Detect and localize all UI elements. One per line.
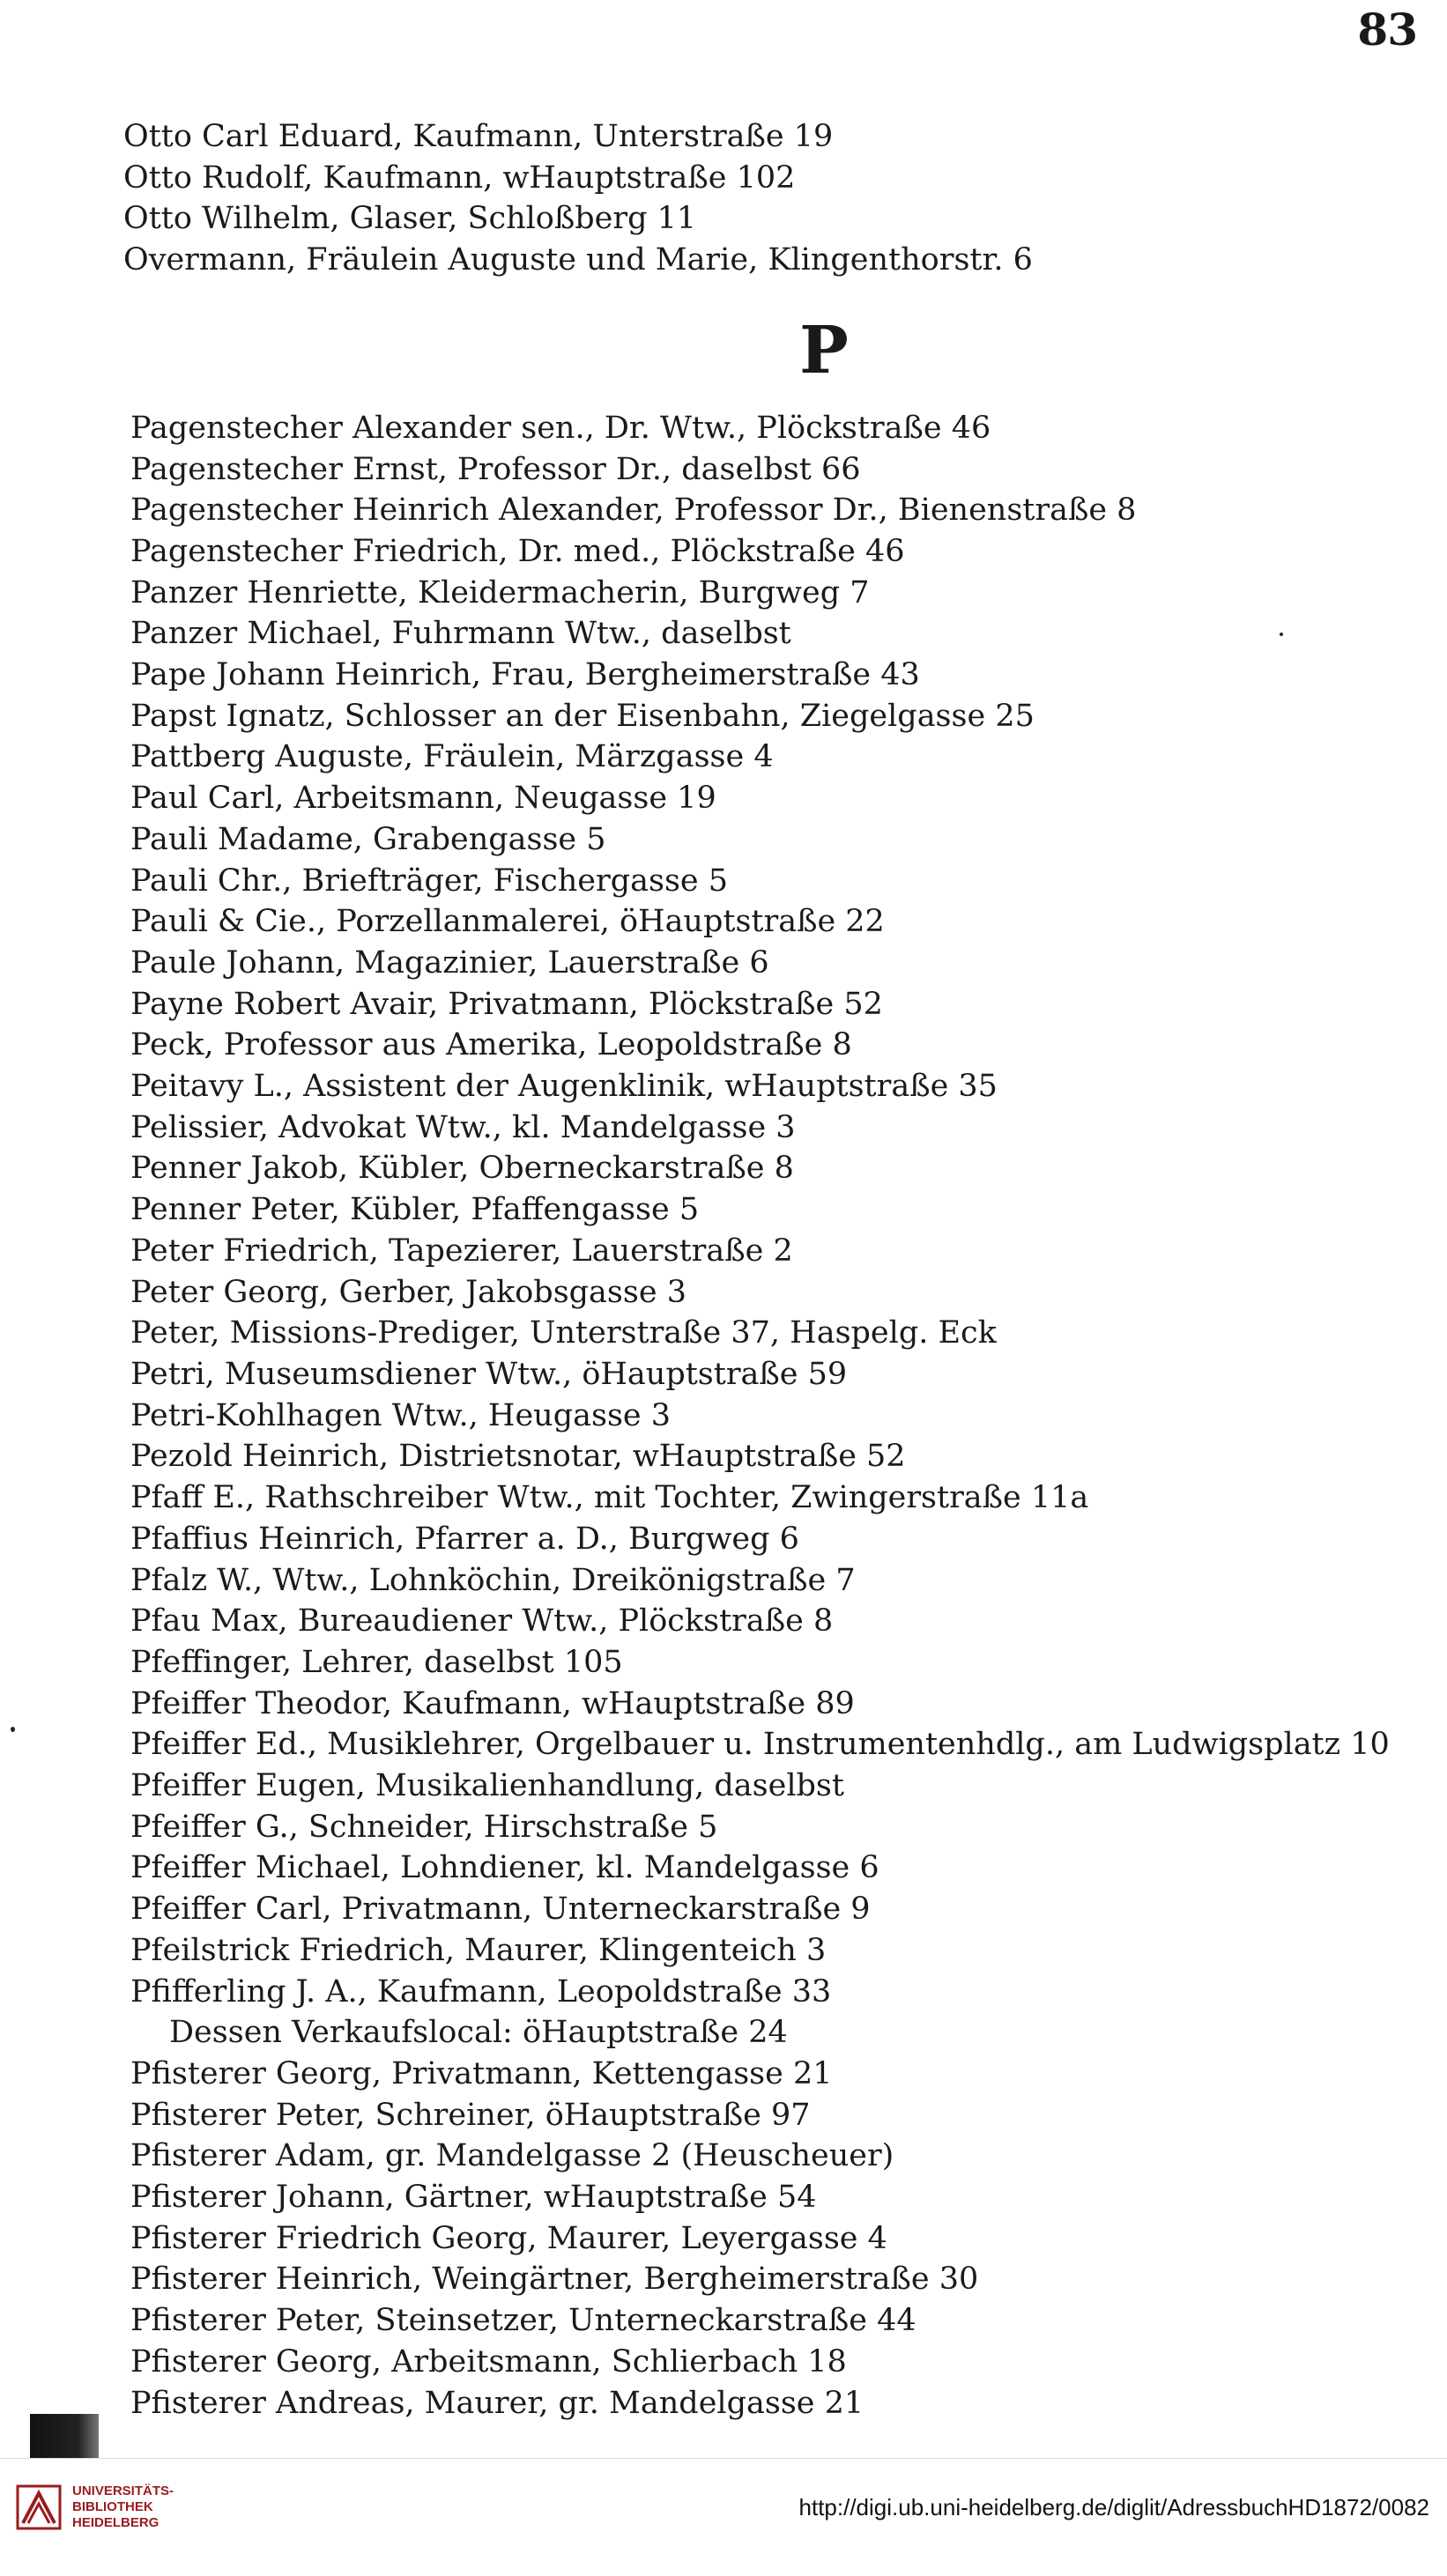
library-logo[interactable]	[16, 2483, 174, 2531]
list-item: Pfeiffer G., Schneider, Hirschstraße 5	[130, 1809, 718, 1845]
ink-speck	[1280, 633, 1283, 636]
list-item: Peitavy L., Assistent der Augenklinik, wHauptstraße 35	[130, 1069, 998, 1105]
section-letter: P	[799, 312, 849, 389]
list-item: Pape Johann Heinrich, Frau, Bergheimerstraße 43	[130, 657, 920, 693]
list-item: Pagenstecher Alexander sen., Dr. Wtw., Plöckstraße 46	[130, 410, 991, 446]
list-item: Pfisterer Peter, Steinsetzer, Unterneckarstraße 44	[130, 2303, 916, 2339]
list-item: Pfeffinger, Lehrer, daselbst 105	[130, 1644, 623, 1680]
list-item: Pfeiffer Eugen, Musikalienhandlung, daselbst	[130, 1768, 844, 1804]
list-item: Pagenstecher Friedrich, Dr. med., Plöckstraße 46	[130, 533, 905, 569]
ink-speck	[11, 1727, 15, 1732]
list-item: Peter Friedrich, Tapezierer, Lauerstraße 2	[130, 1232, 793, 1269]
list-item: Pfisterer Heinrich, Weingärtner, Bergheimerstraße 30	[130, 2261, 979, 2298]
list-item: Pfisterer Peter, Schreiner, öHauptstraße 97	[130, 2097, 811, 2133]
page-number: 83	[1357, 4, 1417, 56]
source-url-link[interactable]: http://digi.ub.uni-heidelberg.de/diglit/AdressbuchHD1872/0082	[798, 2494, 1429, 2520]
list-item: Pfisterer Georg, Arbeitsmann, Schlierbach 18	[130, 2343, 847, 2380]
list-item: Papst Ignatz, Schlosser an der Eisenbahn, Ziegelgasse 25	[130, 698, 1035, 734]
list-item: Pauli Chr., Briefträger, Fischergasse 5	[130, 862, 729, 899]
address-entries	[123, 116, 1419, 2424]
list-item: Pfau Max, Bureaudiener Wtw., Plöckstraße 8	[130, 1603, 834, 1640]
list-item-continuation: Dessen Verkaufslocal: öHauptstraße 24	[169, 2015, 788, 2051]
section-p-list	[123, 408, 1419, 2424]
logo-line: UNIVERSITÄTS-	[72, 2483, 174, 2498]
list-item: Peter, Missions-Prediger, Unterstraße 37, Haspelg. Eck	[130, 1315, 997, 1351]
list-item: Peck, Professor aus Amerika, Leopoldstraße 8	[130, 1027, 852, 1063]
list-item: Pezold Heinrich, Distrietsnotar, wHauptstraße 52	[130, 1439, 906, 1475]
list-item: Pfeiffer Carl, Privatmann, Unterneckarstraße 9	[130, 1891, 871, 1928]
list-item: Panzer Michael, Fuhrmann Wtw., daselbst	[130, 616, 791, 652]
list-item: Pelissier, Advokat Wtw., kl. Mandelgasse 3	[130, 1109, 796, 1145]
list-item: Pagenstecher Heinrich Alexander, Professor Dr., Bienenstraße 8	[130, 492, 1137, 529]
list-item: Penner Jakob, Kübler, Oberneckarstraße 8	[130, 1151, 794, 1187]
list-item: Otto Rudolf, Kaufmann, wHauptstraße 102	[123, 159, 796, 196]
list-item: Peter Georg, Gerber, Jakobsgasse 3	[130, 1274, 686, 1310]
list-item: Paule Johann, Magazinier, Lauerstraße 6	[130, 944, 769, 981]
list-item: Pfifferling J. A., Kaufmann, Leopoldstraße 33	[130, 1973, 832, 2010]
list-item: Pfeiffer Michael, Lohndiener, kl. Mandelgasse 6	[130, 1850, 879, 1886]
list-item: Payne Robert Avair, Privatmann, Plöckstraße 52	[130, 986, 883, 1022]
logo-line: HEIDELBERG	[72, 2515, 160, 2530]
list-item: Pfisterer Adam, gr. Mandelgasse 2 (Heuscheuer)	[130, 2138, 894, 2174]
list-item: Otto Wilhelm, Glaser, Schloßberg 11	[123, 201, 697, 237]
footer-bar	[0, 2458, 1447, 2576]
list-item: Overmann, Fräulein Auguste und Marie, Klingenthorstr. 6	[123, 242, 1033, 278]
list-item: Pauli & Cie., Porzellanmalerei, öHauptstraße 22	[130, 904, 885, 940]
list-item: Petri-Kohlhagen Wtw., Heugasse 3	[130, 1397, 672, 1433]
list-item: Pfeilstrick Friedrich, Maurer, Klingenteich 3	[130, 1932, 827, 1968]
list-item: Pfisterer Johann, Gärtner, wHauptstraße 54	[130, 2180, 817, 2216]
list-item: Pagenstecher Ernst, Professor Dr., daselbst 66	[130, 451, 861, 487]
library-logo-text	[72, 2483, 174, 2531]
library-seal-icon	[16, 2484, 62, 2530]
list-item: Pfeiffer Theodor, Kaufmann, wHauptstraße 89	[130, 1685, 855, 1721]
list-item: Pauli Madame, Grabengasse 5	[130, 821, 606, 857]
list-item: Pfisterer Friedrich Georg, Maurer, Leyergasse 4	[130, 2220, 887, 2256]
list-item: Pfaff E., Rathschreiber Wtw., mit Tochter, Zwingerstraße 11a	[130, 1480, 1089, 1516]
list-item: Pattberg Auguste, Fräulein, Märzgasse 4	[130, 739, 774, 775]
list-item: Penner Peter, Kübler, Pfaffengasse 5	[130, 1192, 700, 1228]
list-item: Panzer Henriette, Kleidermacherin, Burgweg 7	[130, 574, 870, 611]
list-item: Paul Carl, Arbeitsmann, Neugasse 19	[130, 781, 716, 817]
list-item: Pfalz W., Wtw., Lohnköchin, Dreikönigstraße 7	[130, 1562, 856, 1598]
list-item: Pfisterer Andreas, Maurer, gr. Mandelgasse 21	[130, 2385, 864, 2421]
list-item: Pfisterer Georg, Privatmann, Kettengasse 21	[130, 2055, 833, 2091]
list-item: Otto Carl Eduard, Kaufmann, Unterstraße 19	[123, 119, 834, 154]
list-item: Pfeiffer Ed., Musiklehrer, Orgelbauer u. Instrumentenhdlg., am Ludwigsplatz 10	[130, 1727, 1390, 1763]
list-item: Pfaffius Heinrich, Pfarrer a. D., Burgweg 6	[130, 1521, 799, 1557]
logo-line: BIBLIOTHEK	[72, 2499, 153, 2514]
list-item: Petri, Museumsdiener Wtw., öHauptstraße 59	[130, 1356, 848, 1392]
